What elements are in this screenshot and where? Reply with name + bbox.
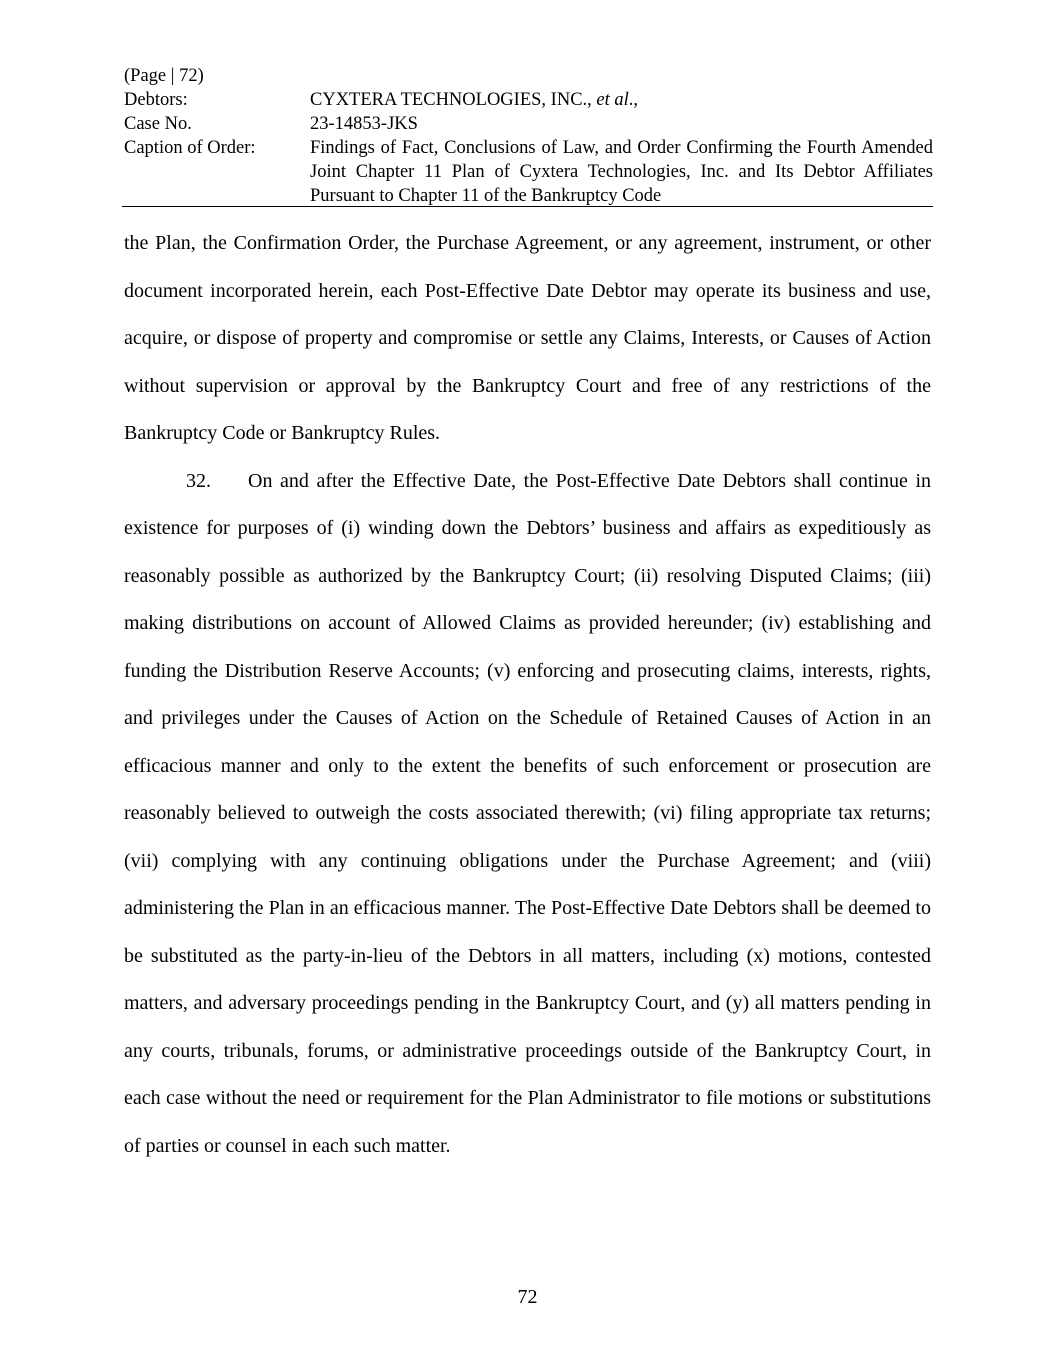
caption-label: Caption of Order: bbox=[124, 138, 256, 158]
caption-row bbox=[124, 136, 933, 208]
paragraph-32-number: 32. bbox=[186, 469, 211, 492]
header-divider bbox=[122, 206, 933, 207]
page-reference-row bbox=[124, 64, 933, 88]
debtors-row bbox=[124, 88, 933, 112]
paragraph-32-text: On and after the Effective Date, the Post-Effective Date Debtors shall continue in existence for purposes of (i) winding down the Debtors’ business and affairs as expeditiously as reasonably possible as authorized by the Bankruptcy Court; (ii) resolving Disputed Claims; (iii) making distributions on account of Allowed Claims as provided hereunder; (iv) establishing and funding the Distribution Reserve Accounts; (v) enforcing and prosecuting claims, interests, rights, and privileges under the Causes of Action on the Schedule of Retained Causes of Action in an efficacious manner and only to the extent the benefits of such enforcement or prosecution are reasonably believed to outweigh the costs associated therewith; (vi) filing appropriate tax returns; (vii) complying with any continuing obligations under the Purchase Agreement; and (viii) administering the Plan in an efficacious manner. The Post-Effective Date Debtors shall be deemed to be substituted as the party-in-lieu of the Debtors in all matters, including (x) motions, contested matters, and adversary proceedings pending in the Bankruptcy Court, and (y) all matters pending in any courts, tribunals, forums, or administrative proceedings outside of the Bankruptcy Court, in each case without the need or requirement for the Plan Administrator to file motions or substitutions of parties or counsel in each such matter. bbox=[124, 469, 931, 1157]
paragraph-32 bbox=[124, 458, 931, 1171]
case-number-value: 23-14853-JKS bbox=[310, 114, 418, 134]
debtors-suffix: ., bbox=[628, 90, 639, 110]
debtors-label: Debtors: bbox=[124, 90, 188, 110]
caption-value: Findings of Fact, Conclusions of Law, and Order Confirming the Fourth Amended Joint Chapter 11 Plan of Cyxtera Technologies, Inc. and Its Debtor Affiliates Pursuant to Chapter 11 of the Bankruptcy Code bbox=[310, 138, 933, 206]
case-number-row bbox=[124, 112, 933, 136]
page-reference: (Page | 72) bbox=[124, 66, 204, 86]
continuation-paragraph: the Plan, the Confirmation Order, the Purchase Agreement, or any agreement, instrument, or other document incorporated herein, each Post-Effective Date Debtor may operate its business and use, acquire, or dispose of property and compromise or settle any Claims, Interests, or Causes of Action without supervision or approval by the Bankruptcy Court and free of any restrictions of the Bankruptcy Code or Bankruptcy Rules. bbox=[124, 232, 931, 444]
case-number-label: Case No. bbox=[124, 114, 192, 134]
document-header bbox=[124, 64, 933, 208]
debtors-et-al: et al bbox=[596, 90, 629, 110]
page-number: 72 bbox=[517, 1286, 538, 1308]
document-body bbox=[124, 220, 931, 1170]
debtors-value bbox=[310, 88, 933, 112]
debtors-name: CYXTERA TECHNOLOGIES, INC., bbox=[310, 90, 592, 110]
